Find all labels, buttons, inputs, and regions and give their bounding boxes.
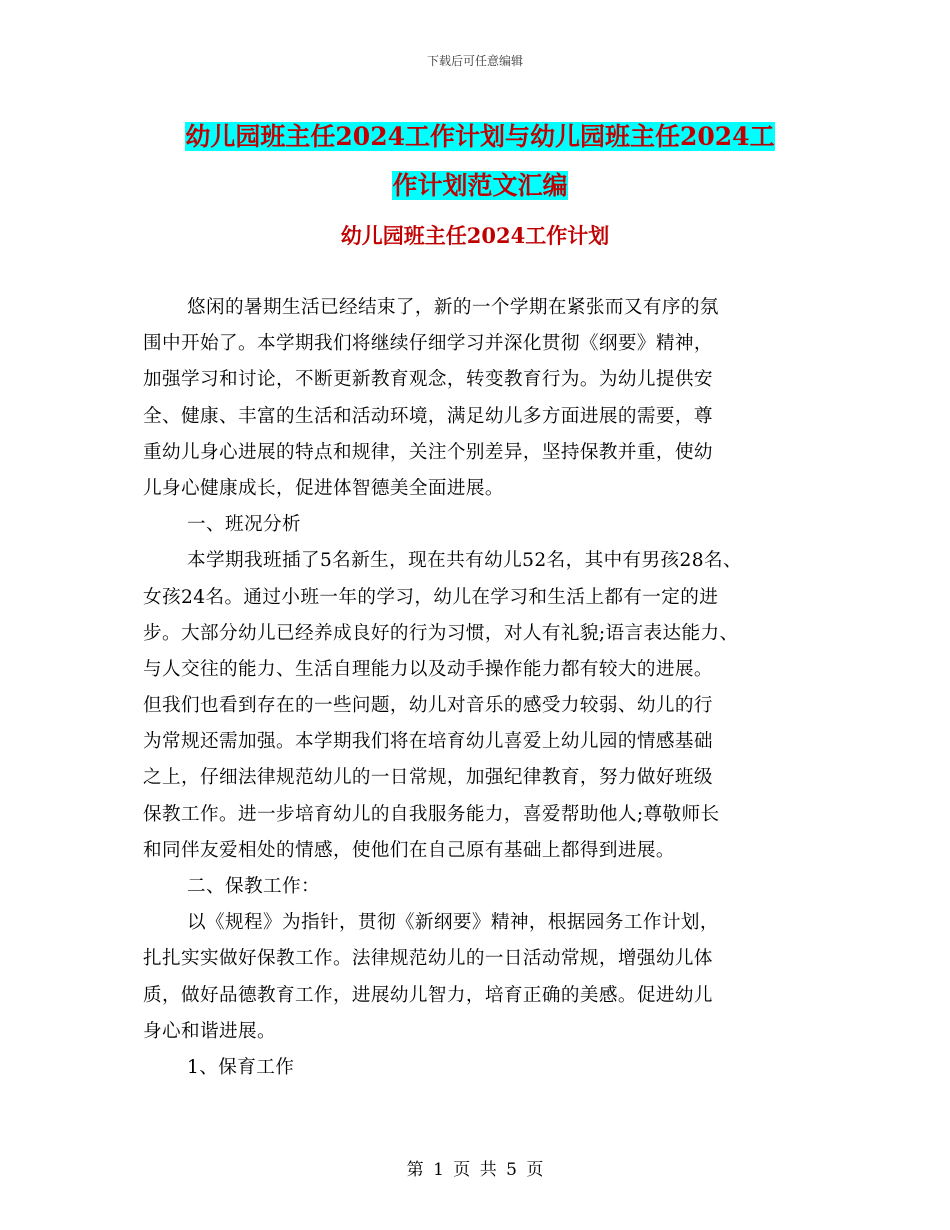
paragraph-line: 和同伴友爱相处的情感，使他们在自己原有基础上都得到进展。 [143,839,675,861]
paragraph-line: 重幼儿身心进展的特点和规律，关注个别差异，坚持保教并重，使幼 [143,441,713,463]
document-title-line-1 [140,112,820,161]
document-title-line-2 [140,161,820,210]
heading-class-analysis: 一、班况分析 [187,514,301,536]
title-highlight-1: 幼儿园班主任2024工作计划与幼儿园班主任2024工 [185,122,775,151]
paragraph-line: 儿身心健康成长，促进体智德美全面进展。 [143,477,504,499]
body-text [143,290,843,1086]
paragraph-line: 加强学习和讨论，不断更新教育观念，转变教育行为。为幼儿提供安 [143,369,713,391]
paragraph-line: 悠闲的暑期生活已经结束了，新的一个学期在紧张而又有序的氛 [187,297,719,318]
paragraph-line: 女孩24名。通过小班一年的学习，幼儿在学习和生活上都有一定的进 [143,586,719,608]
document-title [140,112,820,210]
paragraph-line: 以《规程》为指针，贯彻《新纲要》精神，根据园务工作计划， [187,912,719,934]
paragraph-line: 身心和谐进展。 [143,1020,276,1042]
heading-care-education: 二、保教工作： [187,876,320,897]
paragraph-line: 但我们也看到存在的一些问题，幼儿对音乐的感受力较弱、幼儿的行 [143,695,713,717]
header-note: 下载后可任意编辑 [426,54,523,68]
paragraph-line: 之上，仔细法律规范幼儿的一日常规，加强纪律教育，努力做好班级 [143,767,713,789]
paragraph-line: 步。大部分幼儿已经养成良好的行为习惯，对人有礼貌;语言表达能力、 [143,622,739,644]
paragraph-line: 本学期我班插了5名新生，现在共有幼儿52名，其中有男孩28名、 [187,550,742,572]
paragraph-line: 全、健康、丰富的生活和活动环境，满足幼儿多方面进展的需要，尊 [143,405,713,427]
paragraph-line: 为常规还需加强。本学期我们将在培育幼儿喜爱上幼儿园的情感基础 [143,731,713,753]
paragraph-line: 质，做好品德教育工作，进展幼儿智力，培育正确的美感。促进幼儿 [143,984,713,1006]
section-title: 幼儿园班主任2024工作计划 [340,223,610,248]
page-footer: 第 1 页 共 5 页 [406,1160,544,1180]
paragraph-line: 保教工作。进一步培育幼儿的自我服务能力，喜爱帮助他人;尊敬师长 [143,803,720,825]
paragraph-line: 扎扎实实做好保教工作。法律规范幼儿的一日活动常规，增强幼儿体 [143,948,713,970]
heading-nursing-work: 1、保育工作 [187,1056,295,1078]
title-highlight-2: 作计划范文汇编 [392,171,568,200]
paragraph-line: 与人交往的能力、生活自理能力以及动手操作能力都有较大的进展。 [143,658,713,680]
paragraph-line: 围中开始了。本学期我们将继续仔细学习并深化贯彻《纲要》精神， [143,333,713,355]
